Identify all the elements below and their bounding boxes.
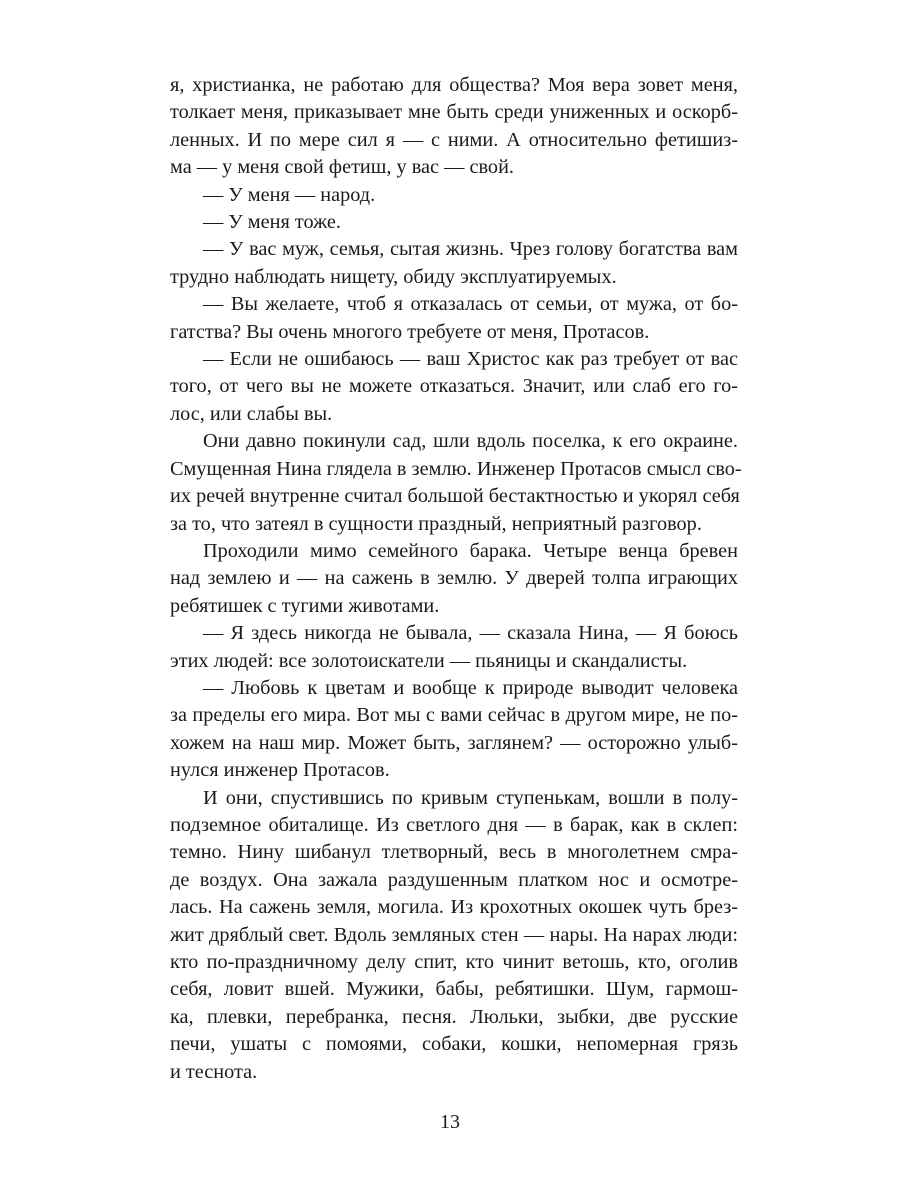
text-line: кто по-праздничному делу спит, кто чинит ветошь, кто, оголив — [170, 951, 738, 973]
text-line: ма — у меня свой фетиш, у вас — свой. — [170, 156, 514, 179]
text-line: темно. Нину шибанул тлетворный, весь в многолетнем смра- — [170, 841, 738, 864]
text-line: Смущенная Нина глядела в землю. Инженер Протасов смысл сво- — [170, 457, 742, 480]
text-line: гатства? Вы очень многого требуете от меня, Протасов. — [170, 320, 650, 343]
text-line: трудно наблюдать нищету, обиду эксплуатируемых. — [170, 265, 617, 288]
text-line: лась. На сажень земля, могила. Из крохотных окошек чуть брез- — [170, 896, 738, 919]
text-line: хожем на наш мир. Может быть, заглянем? — осторожно улыб- — [170, 731, 738, 754]
text-line: над землею и — на сажень в землю. У дверей толпа играющих — [170, 567, 738, 590]
text-line: И они, спустившись по кривым ступенькам, вошли в полу- — [203, 786, 738, 809]
text-line: — Если не ошибаюсь — ваш Христос как раз требует от вас — [203, 348, 738, 371]
text-line: нулся инженер Протасов. — [170, 759, 390, 782]
text-line: толкает меня, приказывает мне быть среди униженных и оскорб- — [170, 101, 738, 124]
text-line: за то, что затеял в сущности праздный, неприятный разговор. — [170, 512, 702, 535]
text-line: печи, ушаты с помоями, собаки, кошки, непомерная грязь — [170, 1033, 738, 1056]
text-line: де воздух. Она зажала раздушенным платком нос и осмотре- — [170, 868, 738, 891]
text-line: за пределы его мира. Вот мы с вами сейчас в другом мире, не по- — [170, 704, 738, 727]
text-line: жит дряблый свет. Вдоль земляных стен — нары. На нарах люди: — [170, 923, 738, 946]
text-line: ребятишек с тугими животами. — [170, 594, 440, 617]
text-line: лос, или слабы вы. — [170, 402, 333, 425]
text-line: ка, плевки, перебранка, песня. Люльки, зыбки, две русские — [170, 1005, 738, 1028]
text-line: — Любовь к цветам и вообще к природе выводит человека — [203, 676, 738, 699]
text-line: их речей внутренне считал большой бестактностью и укорял себя — [170, 485, 740, 508]
text-line: себя, ловит вшей. Мужики, бабы, ребятишки. Шум, гармош- — [170, 978, 738, 1001]
text-line: и теснота. — [170, 1060, 258, 1083]
text-line: — Я здесь никогда не бывала, — сказала Нина, — Я боюсь — [203, 622, 738, 645]
text-line: — У меня — народ. — [203, 183, 376, 206]
text-line: подземное обиталище. Из светлого дня — в барак, как в склеп: — [170, 813, 738, 836]
text-line: Они давно покинули сад, шли вдоль поселка, к его окраине. — [203, 430, 738, 453]
text-line: этих людей: все золотоискатели — пьяницы и скандалисты. — [170, 649, 688, 672]
text-line: ленных. И по мере сил я — с ними. А относительно фетишиз- — [170, 128, 738, 151]
page-number: 13 — [440, 1111, 460, 1133]
text-line: Проходили мимо семейного барака. Четыре венца бревен — [203, 539, 738, 562]
text-line: того, от чего вы не можете отказаться. Значит, или слаб его го- — [170, 375, 738, 398]
text-line: — Вы желаете, чтоб я отказалась от семьи, от мужа, от бо- — [203, 293, 738, 316]
text-line: — У меня тоже. — [203, 211, 341, 234]
body-text — [170, 72, 742, 1086]
text-line: — У вас муж, семья, сытая жизнь. Чрез голову богатства вам — [203, 238, 738, 261]
text-line: я, христианка, не работаю для общества? Моя вера зовет меня, — [170, 74, 738, 96]
